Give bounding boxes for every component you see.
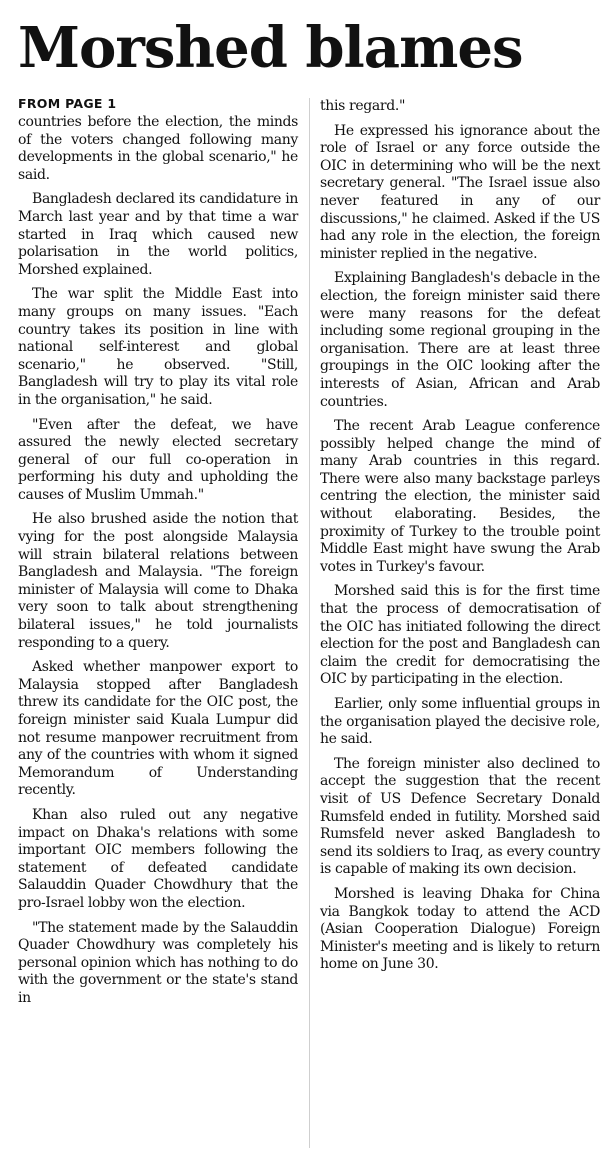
paragraph: Morshed said this is for the first time that the process of democratisation of the OIC has initiated following the direct election for the post and Bangladesh can claim the credit for democratising the OIC by participating in the election. — [320, 583, 600, 688]
paragraph: "The statement made by the Salauddin Quader Chowdhury was completely his personal opinion which has nothing to do with the government or the state's stand in — [18, 919, 298, 1006]
paragraph: Earlier, only some influential groups in the organisation played the decisive role, he said. — [320, 696, 600, 748]
paragraph: Khan also ruled out any negative impact on Dhaka's relations with some important OIC members following the statement of defeated candidate Salauddin Quader Chowdhury that the pro-Israel lobby won the election. — [18, 806, 298, 911]
paragraph: this regard." — [320, 98, 406, 114]
paragraph: The foreign minister also declined to accept the suggestion that the recent visit of US Defence Secretary Donald Rumsfeld ended in futility. Morshed said Rumsfeld never asked Bangladesh to send its soldiers to Iraq, as every country is capable of making its own decision. — [320, 755, 600, 878]
paragraph: He also brushed aside the notion that vying for the post alongside Malaysia will strain bilateral relations between Bangladesh and Malaysia. "The foreign minister of Malaysia will come to Dhaka very soon to talk about strengthening bilateral issues," he told journalists responding to a query. — [18, 511, 298, 651]
kicker: FROM PAGE 1 — [18, 96, 117, 111]
paragraph: Bangladesh declared its candidature in March last year and by that time a war started in Iraq which caused new polarisation in the world politics, Morshed explained. — [18, 191, 298, 278]
headline: Morshed blames — [18, 15, 523, 81]
article-column-right — [320, 98, 600, 981]
article-column-left — [18, 94, 298, 1015]
paragraph: The war split the Middle East into many groups on many issues. "Each country takes its position in line with national self-interest and global scenario," he observed. "Still, Bangladesh will try to play its vital role in the organisation," he said. — [18, 286, 298, 408]
column-divider — [309, 98, 310, 1148]
paragraph: Explaining Bangladesh's debacle in the election, the foreign minister said there were many reasons for the defeat including some regional grouping in the organisation. There are at least three groupings in the OIC looking after the interests of Asian, African and Arab countries. — [320, 270, 600, 410]
paragraph: "Even after the defeat, we have assured the newly elected secretary general of our full co-operation in performing his duty and upholding the causes of Muslim Ummah." — [18, 416, 298, 503]
paragraph: He expressed his ignorance about the role of Israel or any force outside the OIC in determining who will be the next secretary general. "The Israel issue also never featured in any of our discussions," he claimed. Asked if the US had any role in the election, the foreign minister replied in the negative. — [320, 122, 600, 262]
paragraph: Morshed is leaving Dhaka for China via Bangkok today to attend the ACD (Asian Cooperation Dialogue) Foreign Minister's meeting and is likely to return home on June 30. — [320, 885, 600, 973]
paragraph: countries before the election, the minds of the voters changed following many developments in the global scenario," he said. — [18, 114, 298, 183]
paragraph: The recent Arab League conference possibly helped change the mind of many Arab countries in this regard. There were also many backstage parleys centring the election, the minister said without elaborating. Besides, the proximity of Turkey to the trouble point Middle East might have swung the Arab votes in Turkey's favour. — [320, 418, 600, 575]
paragraph: Asked whether manpower export to Malaysia stopped after Bangladesh threw its candidate for the OIC post, the foreign minister said Kuala Lumpur did not resume manpower recruitment from any of the countries with whom it signed Memorandum of Understanding recently. — [18, 659, 298, 799]
